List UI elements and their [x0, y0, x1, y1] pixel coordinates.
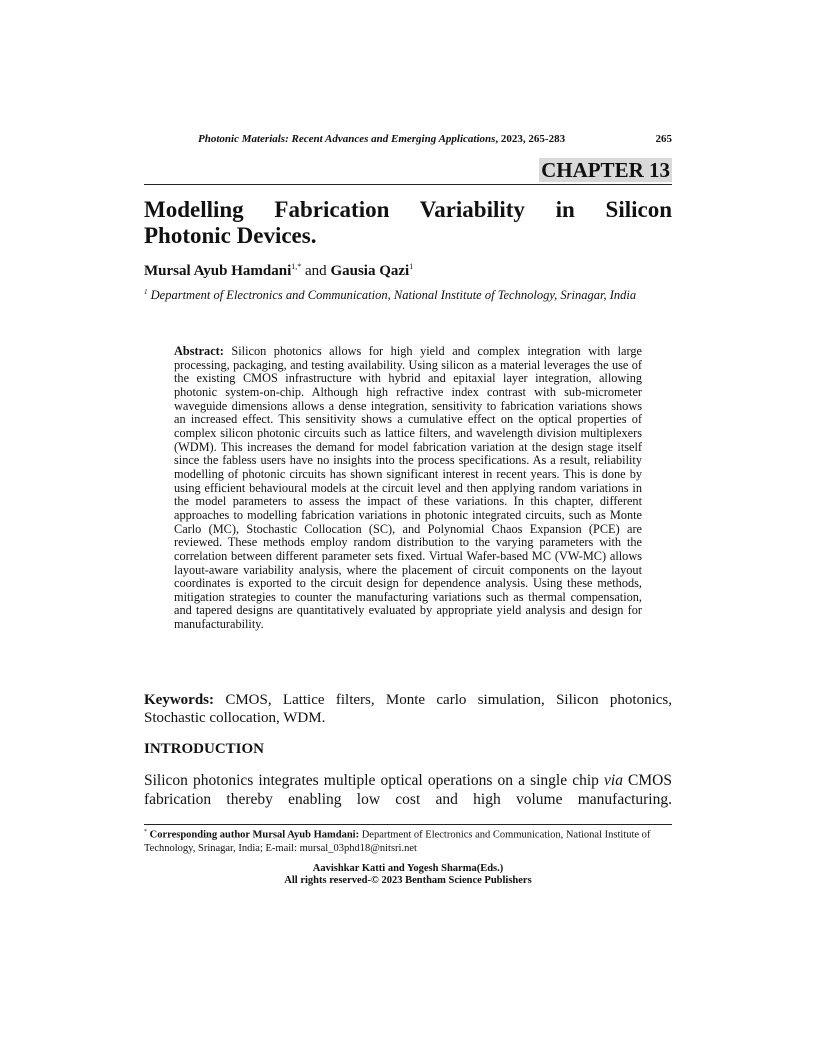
abstract-label: Abstract: — [174, 344, 224, 358]
abstract — [174, 345, 642, 632]
intro-text-after: CMOS fabrication thereby enabling low cost and high volume manufacturing. — [144, 772, 672, 808]
affiliation-superscript: 1 — [144, 288, 148, 296]
author-name: Mursal Ayub Hamdani — [144, 263, 292, 279]
author-superscript: 1,* — [291, 262, 302, 271]
publisher-block — [144, 863, 672, 887]
paper-title-line1: Modelling Fabrication Variability in Silicon — [144, 197, 672, 222]
paper-title — [144, 197, 672, 249]
intro-text-italic: via — [604, 772, 623, 789]
intro-text-before: Silicon photonics integrates multiple optical operations on a single chip — [144, 772, 605, 789]
chapter-header — [144, 158, 672, 185]
author-list — [144, 262, 413, 280]
keywords — [144, 691, 672, 727]
keywords-label: Keywords: — [144, 692, 214, 708]
author-joiner: and — [301, 263, 331, 279]
footnote-label: Corresponding author Mursal Ayub Hamdani: — [147, 829, 360, 841]
affiliation-text: Department of Electronics and Communication, National Institute of Technology, Srinagar, India — [147, 288, 637, 303]
page-number: 265 — [655, 133, 672, 145]
abstract-text: Silicon photonics allows for high yield and complex integration with large processing, packaging, and testing availability. Using silicon as a material leverages the use of the existing CMOS infrastructure with hybrid and epitaxial layer integration, allowing photonic system-on-chip. Although high refractive index contrast with sub-micrometer waveguide dimensions allows a dense integration, sensitivity to fabrication variations shows an increased effect. This sensitivity shows a cumulative effect on the optical properties of complex silicon photonic circuits such as lattice filters, and wavelength division multiplexers (WDM). This increases the demand for model fabrication variation at the design stage itself since the fabless users have no insights into the process specifications. As a result, reliability modelling of photonic circuits has shown significant interest in recent years. This is done by using efficient behavioural models at the circuit level and then applying random variations in the model parameters to assess the impact of these variations. In this chapter, different approaches to modelling fabrication variations in photonic integrated circuits, such as Monte Carlo (MC), Stochastic Collocation (SC), and Polynomial Chaos Expansion (PCE) are reviewed. These methods employ random distribution to the varying parameters with the correlation between different parameter sets fixed. Virtual Wafer-based MC (VW-MC) allows layout-aware variability analysis, where the placement of circuit components on the layout coordinates is exported to the circuit design for dependence analysis. Using these methods, mitigation strategies to counter the manufacturing variations such as thermal compensation, and tapered designs are quantitatively evaluated by appropriate yield analysis and design for manufacturability. — [174, 344, 642, 632]
footnote-marker: * — [144, 829, 147, 835]
paper-title-line2: Photonic Devices. — [144, 223, 317, 248]
copyright-line: All rights reserved-© 2023 Bentham Science Publishers — [284, 875, 532, 886]
running-head-journal — [198, 133, 565, 145]
editors-line: Aavishkar Katti and Yogesh Sharma(Eds.) — [312, 863, 504, 874]
chapter-label: CHAPTER 13 — [541, 158, 670, 182]
author-superscript: 1 — [409, 262, 414, 271]
keywords-text: CMOS, Lattice filters, Monte carlo simulation, Silicon photonics, Stochastic collocation, WDM. — [144, 692, 672, 726]
author-name: Gausia Qazi — [330, 263, 410, 279]
introduction-paragraph — [144, 771, 672, 809]
journal-title: Photonic Materials: Recent Advances and Emerging Applications — [198, 133, 496, 145]
journal-year-pages: , 2023, 265-283 — [495, 133, 566, 145]
affiliation — [144, 285, 672, 303]
section-heading-introduction: INTRODUCTION — [144, 741, 265, 757]
footnote — [144, 826, 672, 855]
footnote-text: Department of Electronics and Communication, National Institute of Technology, Srinagar, India; E-mail: mursal_03phd18@nitsri.net — [144, 829, 651, 854]
footnote-divider — [144, 824, 672, 825]
